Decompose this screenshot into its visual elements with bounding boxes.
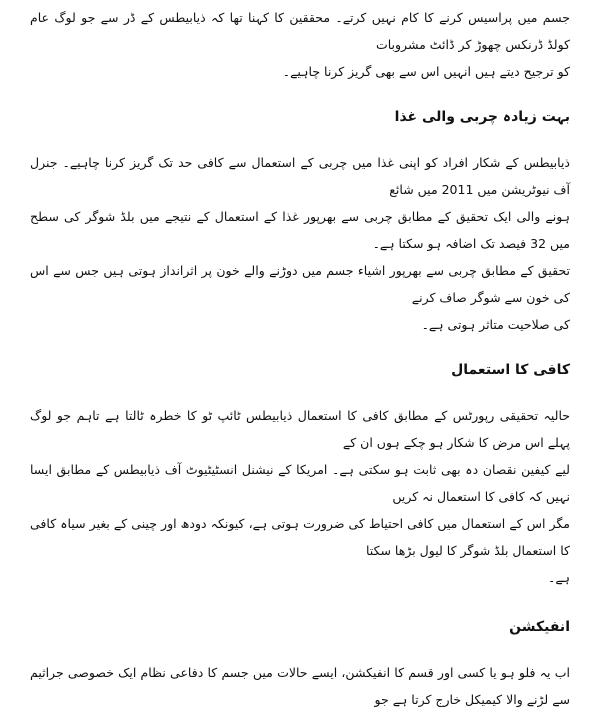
paragraph-line: جسم میں پراسیس کرنے کا کام نہیں کرتے۔ محققین کا کہنا تھا کہ ذیابیطس کے ڈر سے جو لوگ عام کولڈ ڈرنکس چھوڑ کر ڈائٹ مشروبات xyxy=(30,10,570,52)
paragraph-line: ہونے والی ایک تحقیق کے مطابق چربی سے بھرپور غذا کے استعمال کے نتیجے میں بلڈ شوگر کی سطح میں 32 فیصد تک اضافہ ہو سکتا ہے۔ xyxy=(30,209,570,251)
paragraph-line: تحقیق کے مطابق چربی سے بھرپور اشیاء جسم میں دوڑنے والے خون پر اثرانداز ہوتی ہیں جس سے اس کی خون سے شوگر صاف کرنے xyxy=(30,263,570,305)
paragraph-line: حالیہ تحقیقی رپورٹس کے مطابق کافی کا استعمال ذیابیطس ٹائپ ٹو کا خطرہ ٹالتا ہے تاہم جو لوگ پہلے اس مرض کا شکار ہو چکے ہوں ان کے xyxy=(30,408,570,450)
paragraph-line: ذیابیطس کے شکار افراد کو اپنی غذا میں چربی کے استعمال سے کافی حد تک گریز کرنا چاہیے۔ جنرل آف نیوٹریشن میں 2011 میں شائع xyxy=(30,155,570,197)
paragraph-line: مگر اس کے استعمال میں کافی احتیاط کی ضرورت ہوتی ہے، کیونکہ دودھ اور چینی کے بغیر سیاہ کافی کا استعمال بلڈ شوگر کا لیول بڑھا سکتا xyxy=(30,516,570,558)
section-coffee xyxy=(30,356,570,591)
intro-paragraph xyxy=(30,4,570,85)
paragraph-line: اب یہ فلو ہو یا کسی اور قسم کا انفیکشن، ایسے حالات میں جسم کا دفاعی نظام ایک خصوصی جراثیم سے لڑنے والا کیمیکل خارج کرتا ہے جو xyxy=(30,665,570,707)
section-high-fat-food xyxy=(30,103,570,338)
paragraph-line: لیے کیفین نقصان دہ بھی ثابت ہو سکتی ہے۔ امریکا کے نیشنل انسٹیٹیوٹ آف ذیابیطس کے مطابق ایسا نہیں کہ کافی کا استعمال نہ کریں xyxy=(30,462,570,504)
paragraph-line: کو ترجیح دیتے ہیں انہیں اس سے بھی گریز کرنا چاہیے۔ xyxy=(282,64,570,79)
section-infection xyxy=(30,613,570,713)
section-heading: انفیکشن xyxy=(509,619,570,635)
section-heading: کافی کا استعمال xyxy=(451,362,570,378)
section-heading: بہت زیادہ چربی والی غذا xyxy=(394,109,570,125)
paragraph-line: کی صلاحیت متاثر ہوتی ہے۔ xyxy=(421,317,570,332)
paragraph-line: ہے۔ xyxy=(548,570,570,585)
